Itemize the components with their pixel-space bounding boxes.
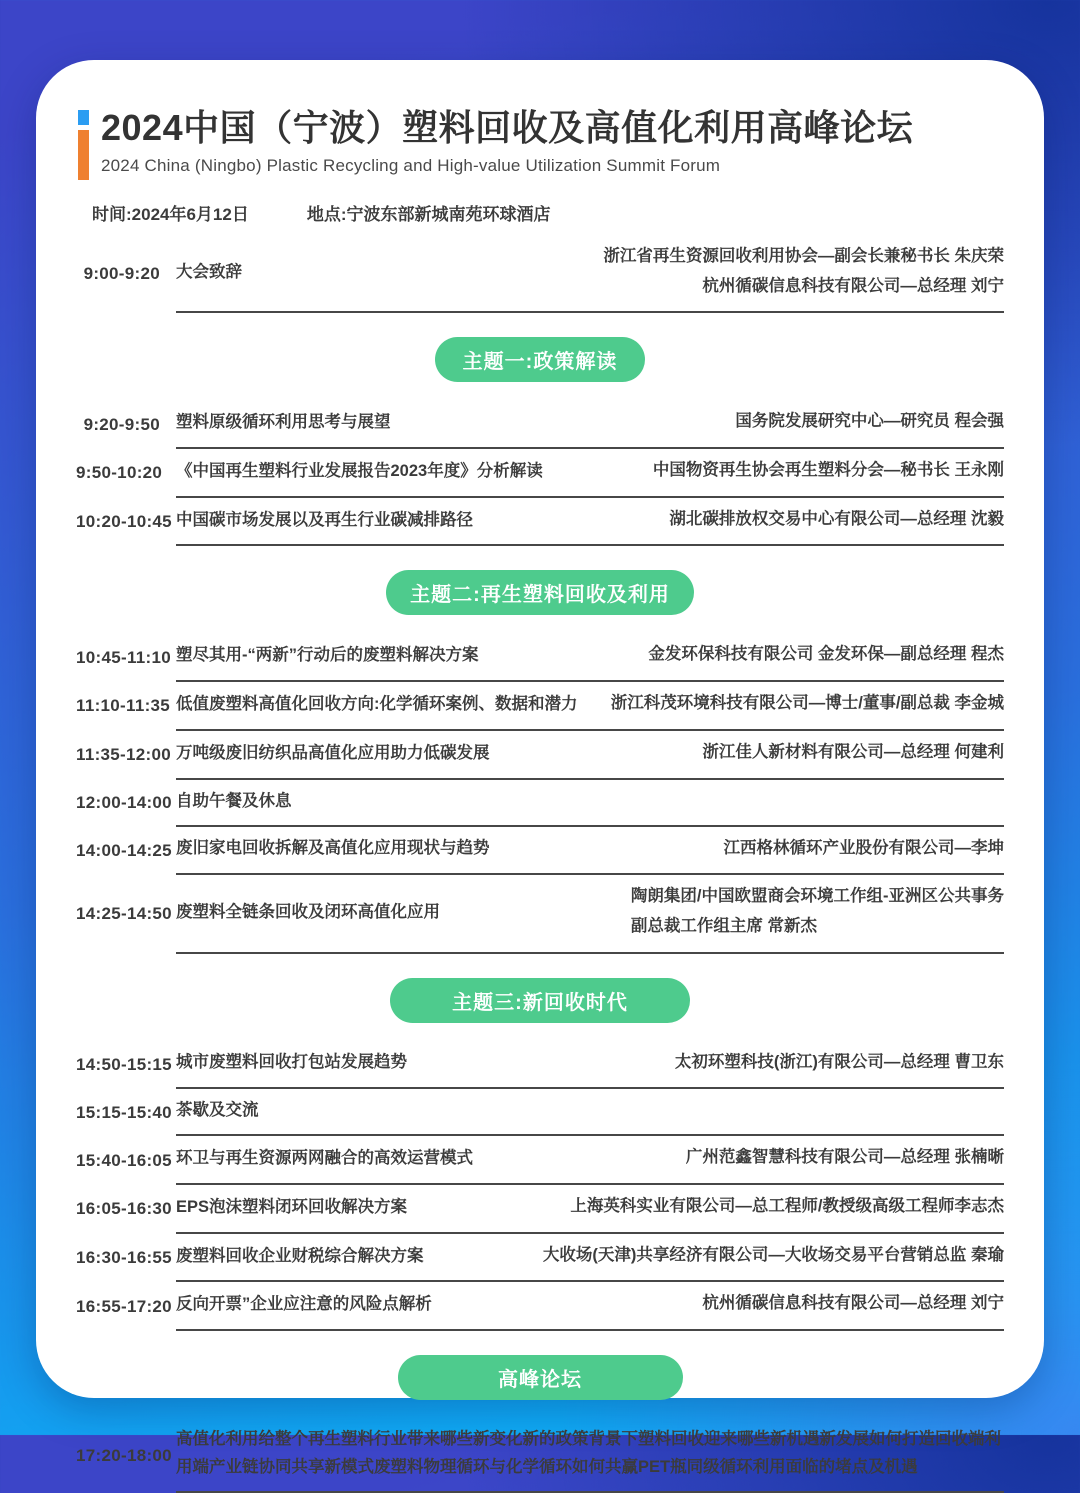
agenda-row bbox=[76, 1234, 1004, 1283]
title-accent-icon bbox=[78, 110, 89, 180]
session-body bbox=[176, 780, 1004, 827]
section-pill: 主题一:政策解读 bbox=[435, 337, 645, 382]
agenda-list bbox=[76, 235, 1004, 1493]
session-body bbox=[176, 1418, 1004, 1493]
agenda-row bbox=[76, 1418, 1004, 1493]
session-time: 10:20-10:45 bbox=[76, 512, 172, 532]
session-time: 16:30-16:55 bbox=[76, 1248, 172, 1268]
session-body bbox=[176, 682, 1004, 731]
session-topic-line: 万吨级废旧纺织品高值化应用助力低碳发展 bbox=[176, 743, 490, 762]
agenda-row bbox=[76, 682, 1004, 731]
page-title: 2024中国（宁波）塑料回收及高值化利用高峰论坛 bbox=[101, 107, 914, 148]
session-topic bbox=[176, 506, 473, 534]
agenda-row bbox=[76, 1089, 1004, 1136]
session-topic-line: 《中国再生塑料行业发展报告2023年度》分析解读 bbox=[176, 461, 543, 480]
session-topic bbox=[176, 457, 543, 485]
session-speaker bbox=[631, 882, 1004, 941]
poster-header bbox=[78, 106, 1004, 180]
session-topic-line: 中国碳市场发展以及再生行业碳减排路径 bbox=[176, 510, 473, 529]
session-topic bbox=[176, 1048, 407, 1076]
session-topic-line: 自助午餐及休息 bbox=[176, 791, 292, 810]
session-speaker bbox=[570, 1192, 1004, 1222]
event-time: 时间:2024年6月12日 bbox=[92, 205, 249, 224]
session-speaker bbox=[702, 1289, 1004, 1319]
session-topic bbox=[176, 1096, 259, 1124]
agenda-row bbox=[76, 731, 1004, 780]
session-topic-line: 塑料原级循环利用思考与展望 bbox=[176, 413, 391, 432]
session-topic bbox=[176, 641, 479, 669]
session-body bbox=[176, 827, 1004, 876]
session-topic-line: 废塑料回收企业财税综合解决方案 bbox=[176, 1246, 424, 1265]
session-speaker-line: 湖北碳排放权交易中心有限公司—总经理 沈毅 bbox=[669, 509, 1004, 528]
accent-blue-block bbox=[78, 110, 89, 125]
session-time: 9:20-9:50 bbox=[83, 414, 160, 434]
session-speaker-line: 浙江省再生资源回收利用协会—副会长兼秘书长 朱庆荣 bbox=[603, 247, 1004, 265]
session-speaker bbox=[669, 505, 1004, 535]
event-meta bbox=[92, 200, 1004, 225]
session-speaker bbox=[724, 834, 1005, 864]
session-speaker bbox=[653, 456, 1004, 486]
session-time: 16:05-16:30 bbox=[76, 1199, 172, 1219]
session-speaker-line: 杭州循碳信息科技有限公司—总经理 刘宁 bbox=[702, 1294, 1004, 1313]
section-pill: 主题三:新回收时代 bbox=[390, 978, 690, 1023]
session-topic bbox=[176, 1425, 1004, 1481]
session-body bbox=[176, 731, 1004, 780]
session-body bbox=[176, 449, 1004, 498]
session-speaker-line: 浙江科茂环境科技有限公司—博士/董事/副总裁 李金城 bbox=[610, 694, 1004, 713]
session-topic bbox=[176, 258, 242, 286]
session-body bbox=[176, 1185, 1004, 1234]
session-body bbox=[176, 633, 1004, 682]
session-speaker bbox=[735, 407, 1004, 437]
session-topic-line: 反向开票”企业应注意的风险点解析 bbox=[176, 1295, 432, 1314]
session-speaker-line: 陶朗集团/中国欧盟商会环境工作组-亚洲区公共事务 bbox=[630, 887, 1004, 906]
session-speaker-line: 国务院发展研究中心—研究员 程会强 bbox=[735, 412, 1004, 431]
event-location: 地点:宁波东部新城南苑环球酒店 bbox=[306, 205, 551, 224]
session-speaker-line: 太初环塑科技(浙江)有限公司—总经理 曹卫东 bbox=[674, 1052, 1004, 1071]
session-topic-line: EPS泡沫塑料闭环回收解决方案 bbox=[176, 1197, 408, 1216]
session-speaker bbox=[543, 1241, 1004, 1271]
session-topic bbox=[176, 1242, 424, 1270]
session-topic-line: 废塑料全链条回收及闭环高值化应用 bbox=[176, 902, 440, 921]
session-speaker bbox=[648, 640, 1004, 670]
session-speaker bbox=[675, 1048, 1004, 1078]
session-time: 9:50-10:20 bbox=[76, 463, 163, 483]
session-speaker-line: 浙江佳人新材料有限公司—总经理 何建利 bbox=[702, 742, 1004, 761]
session-speaker bbox=[702, 738, 1004, 768]
session-speaker bbox=[686, 1143, 1004, 1173]
session-topic-line: 城市废塑料回收打包站发展趋势 bbox=[176, 1053, 407, 1072]
agenda-row bbox=[76, 633, 1004, 682]
agenda-row bbox=[76, 235, 1004, 313]
session-topic-line: 塑尽其用-“两新”行动后的废塑料解决方案 bbox=[176, 646, 479, 665]
session-speaker-line: 大收场(天津)共享经济有限公司—大收场交易平台营销总监 秦瑜 bbox=[542, 1245, 1004, 1264]
session-topic-line: 茶歇及交流 bbox=[176, 1101, 259, 1120]
agenda-row bbox=[76, 1185, 1004, 1234]
session-time: 14:25-14:50 bbox=[76, 904, 172, 924]
session-time: 12:00-14:00 bbox=[76, 793, 172, 813]
session-body bbox=[176, 1041, 1004, 1090]
agenda-row bbox=[76, 1282, 1004, 1331]
session-time: 15:15-15:40 bbox=[76, 1102, 172, 1122]
session-speaker-line: 副总裁工作组主席 常新杰 bbox=[630, 916, 817, 935]
session-body bbox=[176, 1136, 1004, 1185]
session-body bbox=[176, 235, 1004, 313]
session-topic-line: 高值化利用给整个再生塑料行业带来哪些新变化新的政策背景下塑料回收迎来哪些新机遇新发展如何打造回收端利用端产业链协同共享新模式废塑料物理循环与化学循环如何共赢PET瓶同级循环利用面临的堵点及机遇 bbox=[176, 1430, 1001, 1477]
session-topic-line: 低值废塑料高值化回收方向:化学循环案例、数据和潜力 bbox=[176, 694, 578, 713]
agenda-row bbox=[76, 498, 1004, 547]
session-time: 9:00-9:20 bbox=[83, 264, 160, 284]
page-subtitle: 2024 China (Ningbo) Plastic Recycling and High-value Utilization Summit Forum bbox=[101, 156, 721, 176]
agenda-card bbox=[36, 60, 1044, 1477]
session-time: 11:35-12:00 bbox=[76, 745, 171, 765]
agenda-row bbox=[76, 875, 1004, 953]
session-topic bbox=[176, 1193, 407, 1221]
session-body bbox=[176, 400, 1004, 449]
session-topic bbox=[176, 739, 490, 767]
session-time: 11:10-11:35 bbox=[76, 696, 171, 716]
agenda-row bbox=[76, 449, 1004, 498]
agenda-row bbox=[76, 400, 1004, 449]
session-time: 16:55-17:20 bbox=[76, 1296, 172, 1316]
session-time: 14:50-15:15 bbox=[76, 1054, 172, 1074]
section-pill: 高峰论坛 bbox=[398, 1355, 683, 1400]
session-topic bbox=[176, 898, 440, 926]
session-body bbox=[176, 1089, 1004, 1136]
session-topic bbox=[176, 787, 292, 815]
session-body bbox=[176, 1234, 1004, 1283]
accent-orange-bar bbox=[78, 130, 89, 180]
session-speaker-line: 杭州循碳信息科技有限公司—总经理 刘宁 bbox=[702, 276, 1004, 295]
agenda-row bbox=[76, 780, 1004, 827]
session-topic-line: 环卫与再生资源两网融合的高效运营模式 bbox=[176, 1149, 473, 1168]
session-topic bbox=[176, 1290, 432, 1318]
session-speaker-line: 中国物资再生协会再生塑料分会—秘书长 王永刚 bbox=[652, 461, 1004, 480]
session-topic bbox=[176, 690, 578, 718]
session-speaker-line: 江西格林循环产业股份有限公司—李坤 bbox=[723, 838, 1004, 857]
session-body bbox=[176, 1282, 1004, 1331]
session-body bbox=[176, 875, 1004, 953]
session-speaker bbox=[611, 689, 1004, 719]
session-topic bbox=[176, 834, 490, 862]
agenda-row bbox=[76, 1041, 1004, 1090]
session-topic-line: 大会致辞 bbox=[176, 262, 242, 281]
session-time: 17:20-18:00 bbox=[76, 1445, 172, 1465]
session-body bbox=[176, 498, 1004, 547]
session-time: 10:45-11:10 bbox=[76, 647, 171, 667]
agenda-row bbox=[76, 827, 1004, 876]
session-speaker-line: 金发环保科技有限公司 金发环保—副总经理 程杰 bbox=[648, 645, 1004, 664]
session-topic bbox=[176, 1144, 473, 1172]
session-speaker-line: 广州范鑫智慧科技有限公司—总经理 张楠晰 bbox=[685, 1148, 1004, 1167]
session-topic bbox=[176, 408, 391, 436]
session-time: 15:40-16:05 bbox=[76, 1150, 172, 1170]
session-time: 14:00-14:25 bbox=[76, 840, 172, 860]
session-speaker bbox=[603, 242, 1004, 301]
section-pill: 主题二:再生塑料回收及利用 bbox=[386, 570, 694, 615]
session-speaker-line: 上海英科实业有限公司—总工程师/教授级高级工程师李志杰 bbox=[570, 1197, 1004, 1216]
agenda-row bbox=[76, 1136, 1004, 1185]
session-topic-line: 废旧家电回收拆解及高值化应用现状与趋势 bbox=[176, 839, 490, 858]
